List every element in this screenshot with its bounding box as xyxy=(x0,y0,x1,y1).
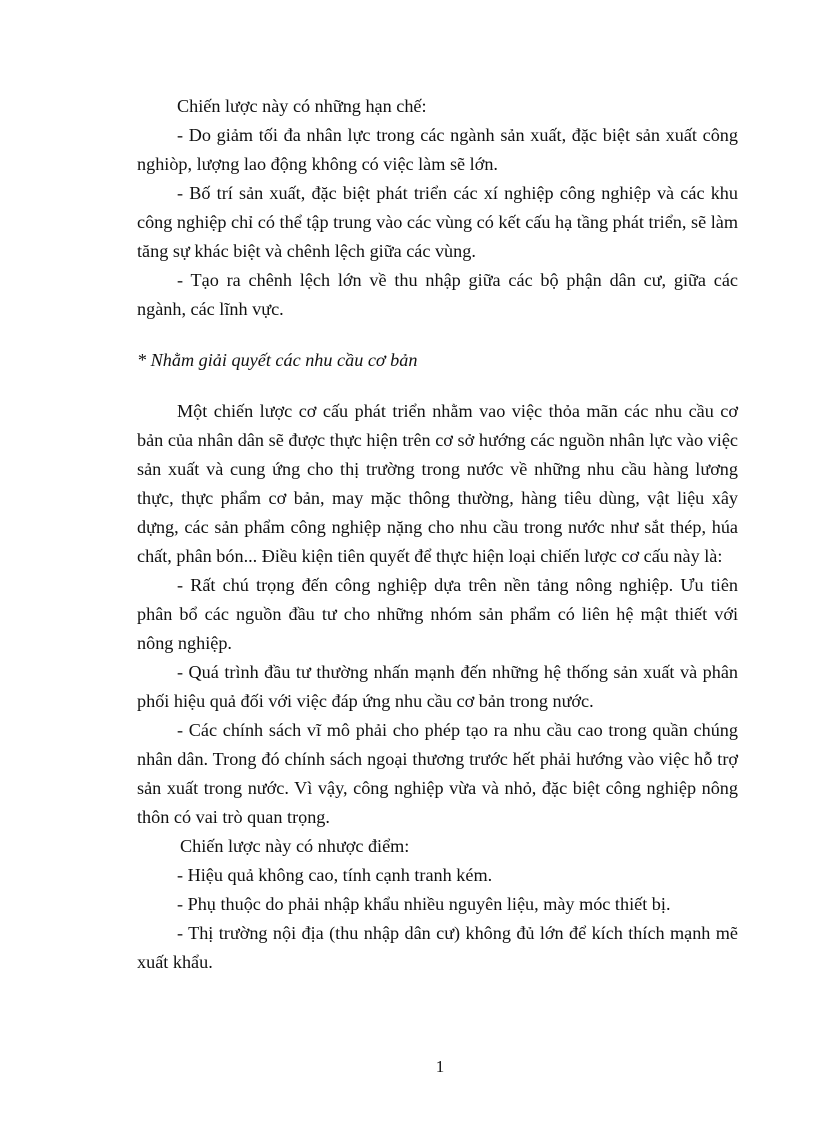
paragraph: - Thị trường nội địa (thu nhập dân cư) không đủ lớn để kích thích mạnh mẽ xuất khẩu. xyxy=(137,923,738,972)
paragraph: Chiến lược này có nhược điểm: xyxy=(180,836,410,856)
paragraph: - Bố trí sản xuất, đặc biệt phát triển các xí nghiệp công nghiệp và các khu công nghiệp chỉ có thể tập trung vào các vùng có kết cấu hạ tầng phát triển, sẽ làm tăng sự khác biệt và chênh lệch giữa các vùng. xyxy=(137,183,738,261)
paragraph: - Rất chú trọng đến công nghiệp dựa trên nền tảng nông nghiệp. Ưu tiên phân bổ các nguồn đầu tư cho những nhóm sản phẩm có liên hệ mật thiết với nông nghiệp. xyxy=(137,575,738,653)
paragraph: - Phụ thuộc do phải nhập khẩu nhiều nguyên liệu, mày móc thiết bị. xyxy=(177,894,671,914)
paragraph: - Hiệu quả không cao, tính cạnh tranh kém. xyxy=(177,865,493,885)
paragraph: - Do giảm tối đa nhân lực trong các ngành sản xuất, đặc biệt sản xuất công nghiòp, lượng lao động không có việc làm sẽ lớn. xyxy=(137,125,738,174)
paragraph: - Tạo ra chênh lệch lớn về thu nhập giữa các bộ phận dân cư, giữa các ngành, các lĩnh vực. xyxy=(137,270,738,319)
paragraph: Chiến lược này có những hạn chế: xyxy=(177,96,427,116)
paragraph: Một chiến lược cơ cấu phát triển nhằm vao việc thỏa mãn các nhu cầu cơ bản của nhân dân sẽ được thực hiện trên cơ sở hướng các nguồn nhân lực vào việc sản xuất và cung ứng cho thị trường trong nước về những nhu cầu hàng lương thực, thực phẩm cơ bản, may mặc thông thường, hàng tiêu dùng, vật liệu xây dựng, các sản phẩm công nghiệp nặng cho nhu cầu trong nước như sắt thép, húa chất, phân bón... Điều kiện tiên quyết để thực hiện loại chiến lược cơ cấu này là: xyxy=(137,401,738,566)
section-heading: * Nhằm giải quyết các nhu cầu cơ bản xyxy=(137,350,418,370)
document-body xyxy=(137,92,738,977)
page-number: 1 xyxy=(435,1057,445,1076)
paragraph: - Quá trình đầu tư thường nhấn mạnh đến những hệ thống sản xuất và phân phối hiệu quả đối với việc đáp ứng nhu cầu cơ bản trong nước. xyxy=(137,662,738,711)
paragraph: - Các chính sách vĩ mô phải cho phép tạo ra nhu cầu cao trong quần chúng nhân dân. Trong đó chính sách ngoại thương trước hết phải hướng vào việc hỗ trợ sản xuất trong nước. Vì vậy, công nghiệp vừa và nhỏ, đặc biệt công nghiệp nông thôn có vai trò quan trọng. xyxy=(137,720,738,827)
